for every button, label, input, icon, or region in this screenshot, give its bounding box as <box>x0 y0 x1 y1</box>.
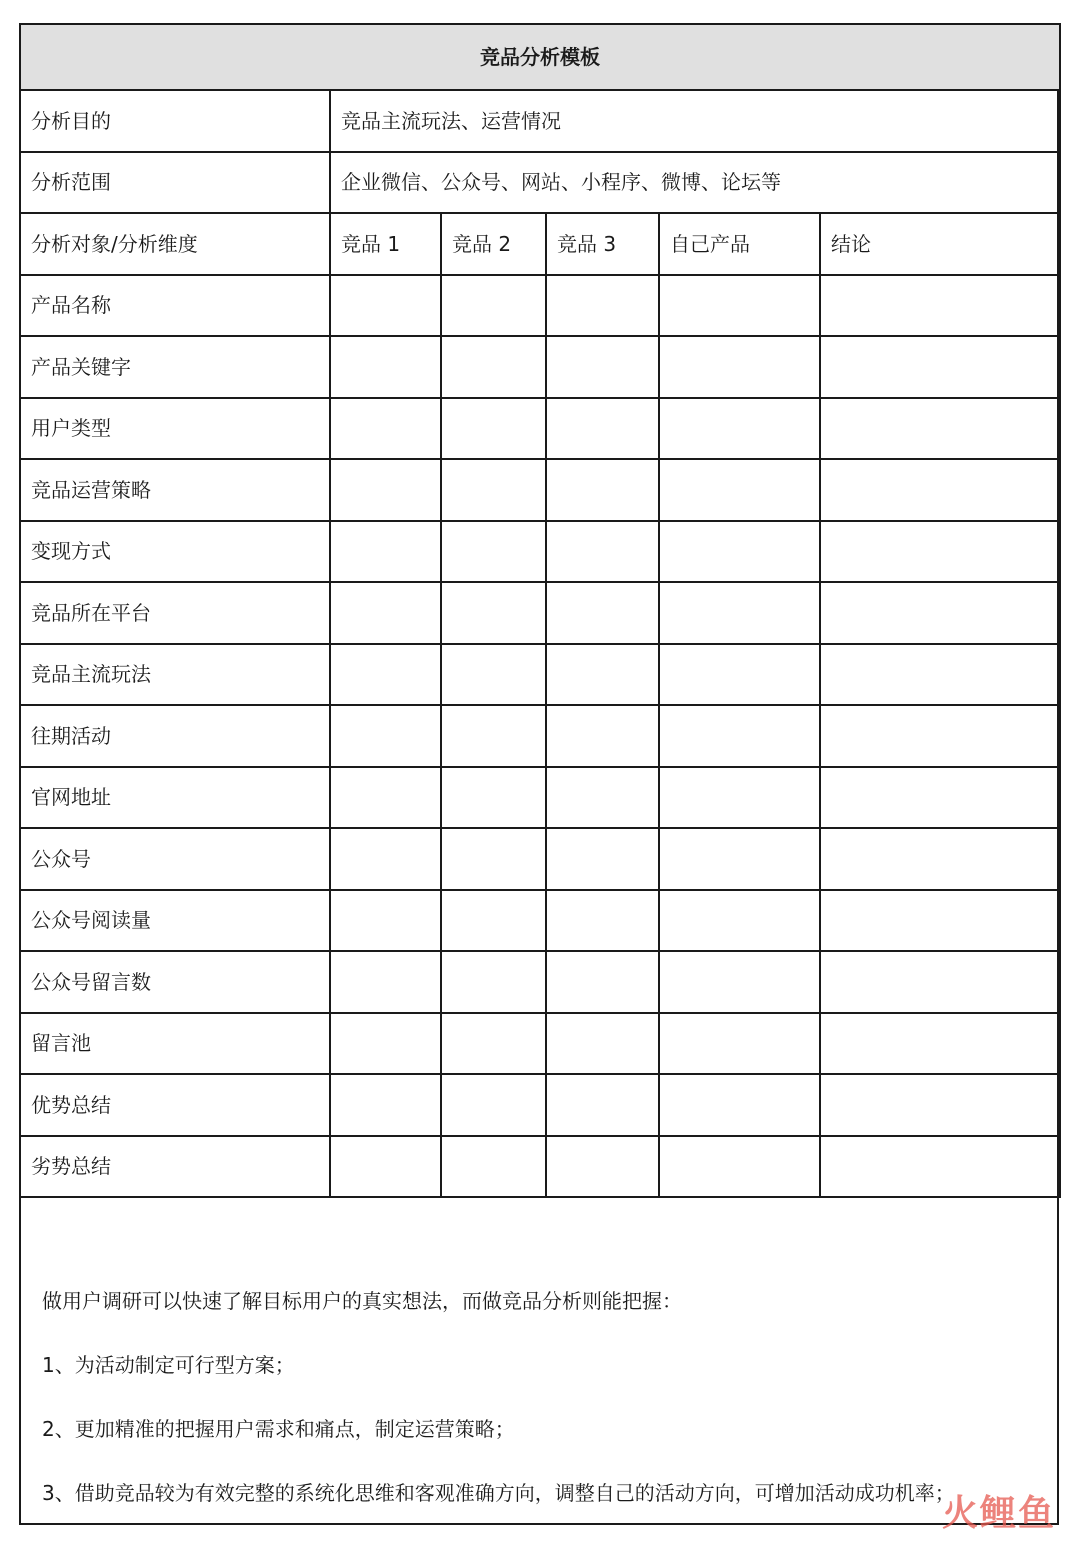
table-cell <box>659 1013 820 1075</box>
table-row <box>20 890 1060 952</box>
dimension-label: 竞品所在平台 <box>20 582 330 644</box>
table-cell <box>330 951 441 1013</box>
table-cell <box>546 705 659 767</box>
table-cell <box>820 336 1060 398</box>
table-row <box>20 951 1060 1013</box>
table-cell <box>659 644 820 706</box>
table-cell <box>820 767 1060 829</box>
table-cell <box>330 582 441 644</box>
table-cell <box>441 644 546 706</box>
table-row <box>20 398 1060 460</box>
table-cell <box>441 398 546 460</box>
notes-item-3: 3、借助竞品较为有效完整的系统化思维和客观准确方向，调整自己的活动方向，可增加活动成功机率； <box>42 1481 955 1505</box>
table-row <box>20 767 1060 829</box>
title-row <box>20 24 1060 90</box>
table-cell <box>659 1136 820 1198</box>
dimension-label: 公众号阅读量 <box>20 890 330 952</box>
table-cell <box>820 459 1060 521</box>
table-cell <box>820 398 1060 460</box>
table-cell <box>546 336 659 398</box>
table-cell <box>546 582 659 644</box>
table-cell <box>330 459 441 521</box>
scope-row <box>20 152 1060 214</box>
table-cell <box>659 890 820 952</box>
table-row <box>20 644 1060 706</box>
table-cell <box>820 951 1060 1013</box>
table-cell <box>546 951 659 1013</box>
table-title: 竞品分析模板 <box>20 24 1060 90</box>
table-cell <box>330 521 441 583</box>
dimension-label: 用户类型 <box>20 398 330 460</box>
table-cell <box>330 275 441 337</box>
purpose-row <box>20 90 1060 152</box>
table-cell <box>330 644 441 706</box>
table-cell <box>820 521 1060 583</box>
table-cell <box>441 459 546 521</box>
column-header: 竞品 3 <box>546 213 659 275</box>
column-header: 竞品 2 <box>441 213 546 275</box>
table-cell <box>330 398 441 460</box>
table-cell <box>546 828 659 890</box>
dimension-label: 竞品主流玩法 <box>20 644 330 706</box>
table-row <box>20 459 1060 521</box>
dimension-label: 公众号留言数 <box>20 951 330 1013</box>
dimension-label: 留言池 <box>20 1013 330 1075</box>
table-cell <box>659 521 820 583</box>
table-cell <box>546 275 659 337</box>
table-cell <box>441 828 546 890</box>
table-row <box>20 275 1060 337</box>
table-cell <box>820 1013 1060 1075</box>
table-cell <box>441 521 546 583</box>
table-cell <box>441 890 546 952</box>
table-cell <box>659 582 820 644</box>
table-cell <box>441 1074 546 1136</box>
table-cell <box>546 890 659 952</box>
table-cell <box>546 644 659 706</box>
column-header: 自己产品 <box>659 213 820 275</box>
purpose-value: 竞品主流玩法、运营情况 <box>330 90 1060 152</box>
table-cell <box>546 767 659 829</box>
table-cell <box>441 1136 546 1198</box>
notes-section <box>21 1269 1057 1523</box>
table-cell <box>820 644 1060 706</box>
table-cell <box>441 705 546 767</box>
table-cell <box>330 705 441 767</box>
table-cell <box>441 1013 546 1075</box>
table-cell <box>330 890 441 952</box>
dimension-label: 变现方式 <box>20 521 330 583</box>
dimension-label: 劣势总结 <box>20 1136 330 1198</box>
table-cell <box>330 336 441 398</box>
scope-label: 分析范围 <box>20 152 330 214</box>
table-cell <box>659 459 820 521</box>
table-cell <box>441 951 546 1013</box>
notes-intro: 做用户调研可以快速了解目标用户的真实想法，而做竞品分析则能把握： <box>42 1289 682 1313</box>
table-cell <box>546 1074 659 1136</box>
header-row <box>20 213 1060 275</box>
notes-item-2: 2、更加精准的把握用户需求和痛点，制定运营策略； <box>42 1417 515 1441</box>
table-cell <box>546 1013 659 1075</box>
dimension-label: 公众号 <box>20 828 330 890</box>
dimension-label: 优势总结 <box>20 1074 330 1136</box>
watermark-logo: 火鲤鱼 <box>941 1493 1056 1534</box>
table-cell <box>820 705 1060 767</box>
dimension-label: 竞品运营策略 <box>20 459 330 521</box>
dimension-label: 往期活动 <box>20 705 330 767</box>
table-row <box>20 336 1060 398</box>
table-cell <box>820 828 1060 890</box>
table-cell <box>659 398 820 460</box>
table-row <box>20 521 1060 583</box>
dimension-label: 官网地址 <box>20 767 330 829</box>
column-header: 结论 <box>820 213 1060 275</box>
table-cell <box>820 1136 1060 1198</box>
table-cell <box>546 521 659 583</box>
table-cell <box>820 275 1060 337</box>
table-cell <box>820 1074 1060 1136</box>
table-cell <box>330 828 441 890</box>
notes-item-1: 1、为活动制定可行型方案； <box>42 1353 295 1377</box>
table-cell <box>330 1136 441 1198</box>
scope-value: 企业微信、公众号、网站、小程序、微博、论坛等 <box>330 152 1060 214</box>
table-cell <box>546 1136 659 1198</box>
header-label: 分析对象/分析维度 <box>20 213 330 275</box>
table-cell <box>546 459 659 521</box>
analysis-table <box>19 23 1061 1198</box>
table-cell <box>820 890 1060 952</box>
table-cell <box>659 767 820 829</box>
table-cell <box>441 582 546 644</box>
table-row <box>20 1074 1060 1136</box>
table-cell <box>659 705 820 767</box>
table-cell <box>546 398 659 460</box>
table-cell <box>659 828 820 890</box>
purpose-label: 分析目的 <box>20 90 330 152</box>
table-row <box>20 582 1060 644</box>
table-row <box>20 1013 1060 1075</box>
table-cell <box>441 275 546 337</box>
table-row <box>20 705 1060 767</box>
table-cell <box>820 582 1060 644</box>
table-cell <box>441 767 546 829</box>
dimension-label: 产品关键字 <box>20 336 330 398</box>
column-header: 竞品 1 <box>330 213 441 275</box>
table-row <box>20 1136 1060 1198</box>
table-cell <box>659 336 820 398</box>
dimension-label: 产品名称 <box>20 275 330 337</box>
table-cell <box>659 275 820 337</box>
table-cell <box>330 767 441 829</box>
table-row <box>20 828 1060 890</box>
table-cell <box>330 1074 441 1136</box>
table-cell <box>330 1013 441 1075</box>
table-cell <box>659 951 820 1013</box>
table-cell <box>659 1074 820 1136</box>
table-cell <box>441 336 546 398</box>
